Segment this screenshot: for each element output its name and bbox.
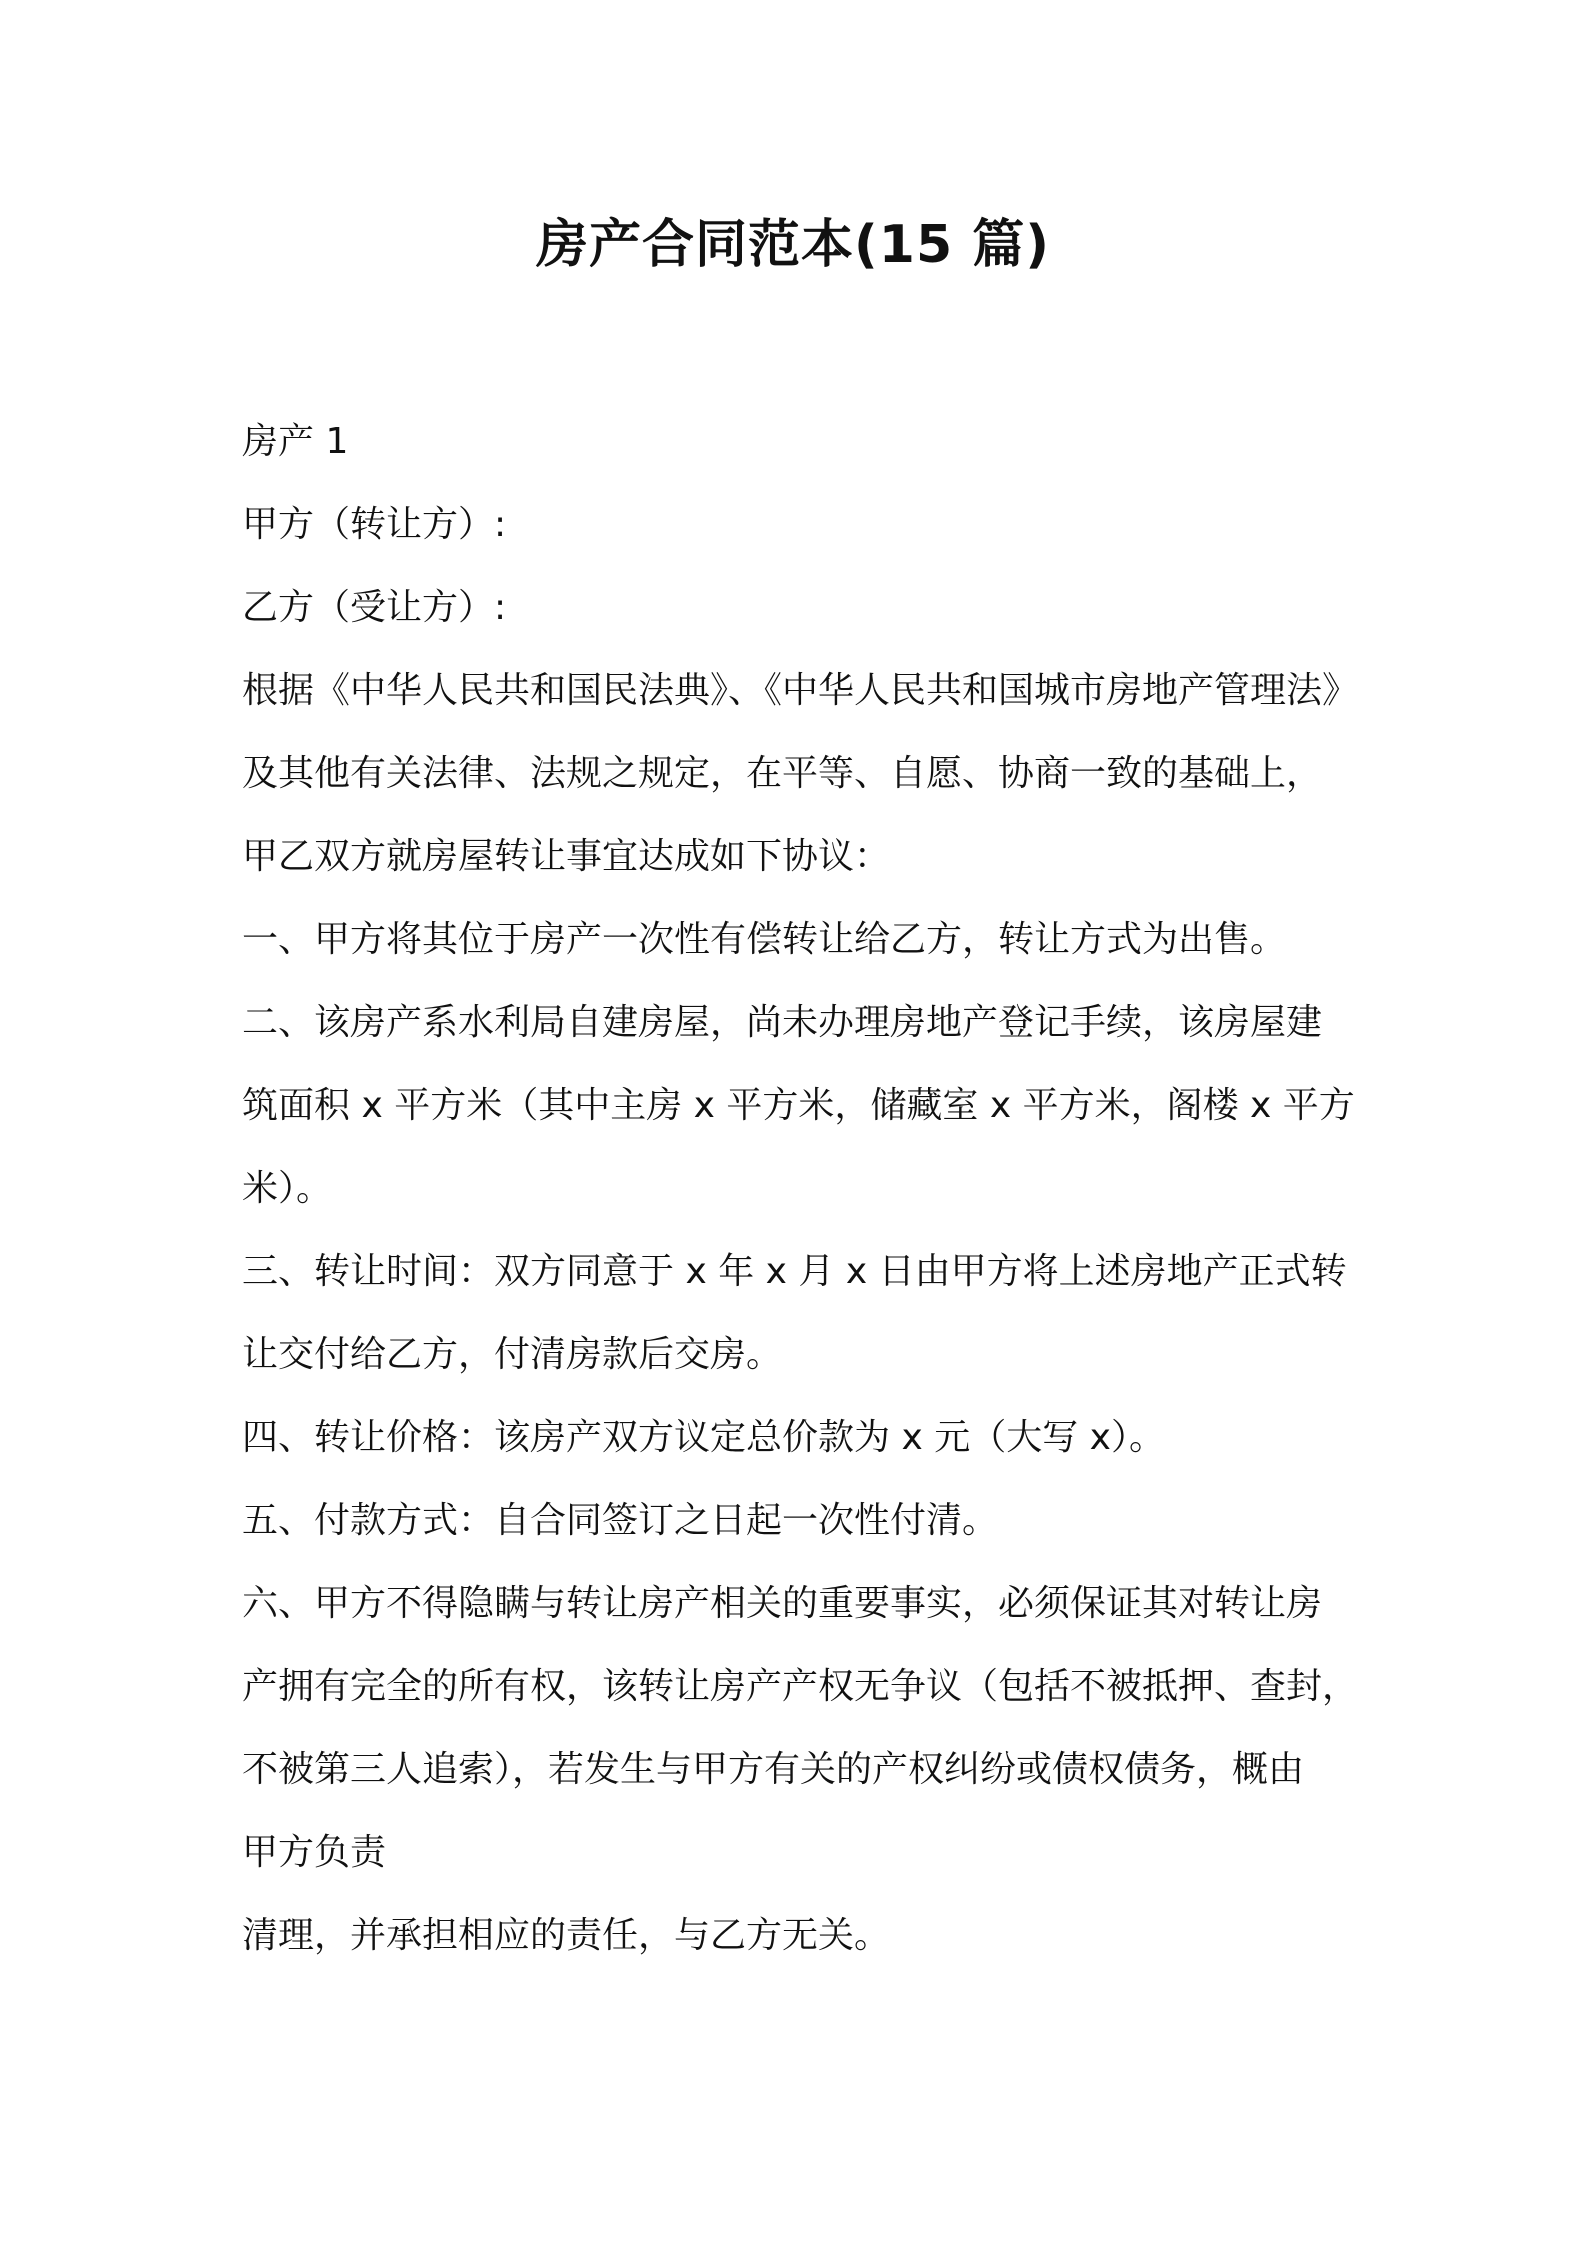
clause-5-line: 五、付款方式：自合同签订之日起一次性付清。 — [242, 1500, 999, 1541]
clause-6-line: 甲方负责 — [242, 1832, 387, 1873]
clause-3-line: 让交付给乙方，付清房款后交房。 — [242, 1334, 783, 1375]
party-a-line: 甲方（转让方）: — [242, 504, 507, 545]
document-body — [242, 400, 1362, 1977]
clause-2-line: 筑面积 x 平方米（其中主房 x 平方米，储藏室 x 平方米，阁楼 x 平方 — [242, 1085, 1355, 1126]
document-title: 房产合同范本(15 篇) — [536, 215, 1050, 275]
clause-6-line: 不被第三人追索），若发生与甲方有关的产权纠纷或债权债务，概由 — [242, 1749, 1305, 1790]
party-b-line: 乙方（受让方）: — [242, 587, 507, 628]
paragraph-line: 及其他有关法律、法规之规定，在平等、自愿、协商一致的基础上， — [242, 753, 1323, 794]
clause-2-line: 米）。 — [242, 1168, 333, 1209]
clause-6-line: 产拥有完全的所有权，该转让房产产权无争议（包括不被抵押、查封， — [242, 1666, 1359, 1707]
section-label: 房产 1 — [242, 421, 349, 462]
clause-6-line: 六、甲方不得隐瞒与转让房产相关的重要事实，必须保证其对转让房 — [242, 1583, 1323, 1624]
paragraph-line: 根据《中华人民共和国民法典》、《中华人民共和国城市房地产管理法》 — [242, 670, 1359, 711]
clause-3-line: 三、转让时间：双方同意于 x 年 x 月 x 日由甲方将上述房地产正式转 — [242, 1251, 1347, 1292]
paragraph-line: 甲乙双方就房屋转让事宜达成如下协议： — [242, 836, 891, 877]
clause-1-line: 一、甲方将其位于房产一次性有偿转让给乙方，转让方式为出售。 — [242, 919, 1287, 960]
clause-6-line: 清理，并承担相应的责任，与乙方无关。 — [242, 1915, 891, 1956]
clause-2-line: 二、该房产系水利局自建房屋，尚未办理房地产登记手续，该房屋建 — [242, 1002, 1323, 1043]
clause-4-line: 四、转让价格：该房产双方议定总价款为 x 元（大写 x）。 — [242, 1417, 1165, 1458]
